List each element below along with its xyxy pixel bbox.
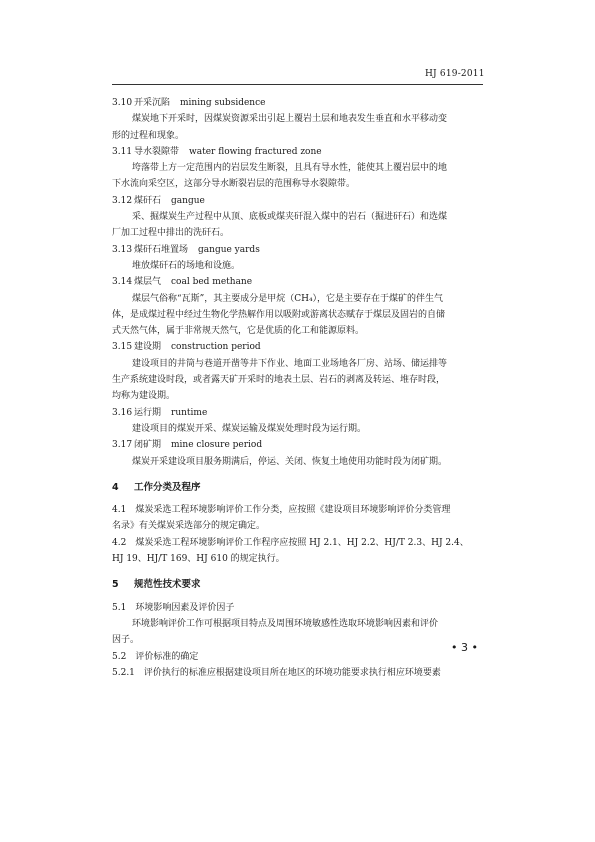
term-english: mining subsidence bbox=[180, 98, 266, 108]
term-heading bbox=[112, 437, 483, 453]
term-description-line: 体，是成煤过程中经过生物化学热解作用以吸附或游离状态赋存于煤层及固岩的自储 bbox=[112, 309, 446, 320]
term-chinese: 开采沉陷 bbox=[134, 98, 171, 108]
term-number: 3.11 bbox=[112, 146, 133, 157]
term-english: water flowing fractured zone bbox=[189, 146, 322, 157]
term-description-line: 垮落带上方一定范围内的岩层发生断裂，且具有导水性，能使其上覆岩层中的地 bbox=[132, 163, 448, 174]
page-content bbox=[112, 95, 483, 681]
term-heading bbox=[112, 339, 483, 355]
term-entry bbox=[112, 193, 483, 242]
term-english: gangue yards bbox=[198, 244, 260, 255]
text-line: 名录》有关煤炭采选部分的规定确定。 bbox=[112, 521, 266, 532]
section-5-heading bbox=[112, 577, 483, 593]
section-4-item-1 bbox=[112, 502, 483, 535]
clause-5-2-1: 5.2.1 评价执行的标准应根据建设项目所在地区的环境功能要求执行相应环境要素 bbox=[112, 667, 441, 678]
term-heading bbox=[112, 193, 483, 209]
term-description-line: 式天然气体，属于非常规天然气，它是优质的化工和能源原料。 bbox=[112, 326, 365, 337]
term-heading bbox=[112, 274, 483, 290]
term-description-line: 采、掘煤炭生产过程中从顶、底板或煤夹矸混入煤中的岩石（掘进矸石）和选煤 bbox=[132, 212, 448, 223]
term-description-line: 厂加工过程中排出的洗矸石。 bbox=[112, 228, 230, 239]
term-chinese: 煤层气 bbox=[134, 277, 162, 288]
section-number: 5 bbox=[112, 579, 119, 591]
section-number: 4 bbox=[112, 481, 119, 493]
term-chinese: 闭矿期 bbox=[134, 440, 162, 451]
term-heading bbox=[112, 144, 483, 160]
text-line: 4.1 煤炭采选工程环境影响评价工作分类，应按照《建设项目环境影响评价分类管理 bbox=[112, 505, 451, 516]
term-entry bbox=[112, 242, 483, 275]
term-description-line: 下水流向采空区，这部分导水断裂岩层的范围称导水裂隙带。 bbox=[112, 179, 356, 190]
term-number: 3.16 bbox=[112, 407, 133, 418]
term-description-line: 生产系统建设时段，或者露天矿开采时的地表土层、岩石的剥离及转运、堆存时段， bbox=[112, 375, 446, 386]
term-heading bbox=[112, 95, 483, 111]
term-entry bbox=[112, 274, 483, 339]
clause-5-2: 5.2 评价标准的确定 bbox=[112, 651, 199, 662]
term-description-line: 堆放煤矸石的场地和设施。 bbox=[132, 260, 241, 271]
term-chinese: 建设期 bbox=[134, 342, 162, 353]
term-english: runtime bbox=[171, 407, 208, 418]
term-number: 3.12 bbox=[112, 195, 133, 206]
term-english: construction period bbox=[171, 342, 261, 353]
term-description-line: 建设项目的煤炭开采、煤炭运输及煤炭处理时段为运行期。 bbox=[132, 423, 367, 434]
term-entry bbox=[112, 405, 483, 438]
text-line: HJ 19、HJ/T 169、HJ 610 的规定执行。 bbox=[112, 554, 285, 565]
term-description-line: 形的过程和现象。 bbox=[112, 130, 185, 141]
section-title: 工作分类及程序 bbox=[134, 481, 201, 493]
section-4-heading bbox=[112, 480, 483, 496]
term-chinese: 导水裂隙带 bbox=[134, 146, 180, 157]
term-entry bbox=[112, 95, 483, 144]
text-line: 因子。 bbox=[112, 635, 140, 646]
term-description-line: 建设项目的井筒与巷道开凿等井下作业、地面工业场地各厂房、站场、储运排等 bbox=[132, 358, 448, 369]
term-heading bbox=[112, 242, 483, 258]
term-description-line: 煤炭开采建设项目服务期满后，停运、关闭、恢复土地使用功能时段为闭矿期。 bbox=[132, 456, 448, 467]
term-english: mine closure period bbox=[171, 440, 263, 451]
document-code: HJ 619-2011 bbox=[425, 69, 485, 79]
term-description-line: 煤层气俗称“瓦斯”，其主要成分是甲烷（CH₄），它是主要存在于煤矿的伴生气 bbox=[132, 293, 444, 304]
term-chinese: 煤矸石 bbox=[134, 195, 162, 206]
section-4-item-2 bbox=[112, 535, 483, 568]
term-entry bbox=[112, 339, 483, 404]
terms-list bbox=[112, 95, 483, 470]
term-english: coal bed methane bbox=[171, 277, 253, 288]
term-number: 3.13 bbox=[112, 244, 133, 255]
term-entry bbox=[112, 144, 483, 193]
term-number: 3.10 bbox=[112, 98, 133, 108]
term-description-line: 均称为建设期。 bbox=[112, 391, 176, 402]
term-entry bbox=[112, 437, 483, 470]
term-description-line: 煤炭地下开采时，因煤炭资源采出引起上覆岩土层和地表发生垂直和水平移动变 bbox=[132, 114, 448, 125]
page-number: • 3 • bbox=[451, 641, 478, 654]
term-chinese: 运行期 bbox=[134, 407, 162, 418]
header-rule bbox=[112, 84, 483, 85]
term-number: 3.15 bbox=[112, 342, 133, 353]
term-heading bbox=[112, 405, 483, 421]
term-number: 3.17 bbox=[112, 440, 133, 451]
section-title: 规范性技术要求 bbox=[134, 579, 201, 591]
term-chinese: 煤矸石堆置场 bbox=[134, 244, 189, 255]
term-number: 3.14 bbox=[112, 277, 133, 288]
clause-5-1: 5.1 环境影响因素及评价因子 bbox=[112, 602, 235, 613]
term-english: gangue bbox=[171, 195, 205, 206]
text-line: 环境影响评价工作可根据项目特点及周围环境敏感性选取环境影响因素和评价 bbox=[132, 618, 439, 629]
text-line: 4.2 煤炭采选工程环境影响评价工作程序应按照 HJ 2.1、HJ 2.2、HJ/T 2.3、HJ 2.4、 bbox=[112, 537, 469, 548]
